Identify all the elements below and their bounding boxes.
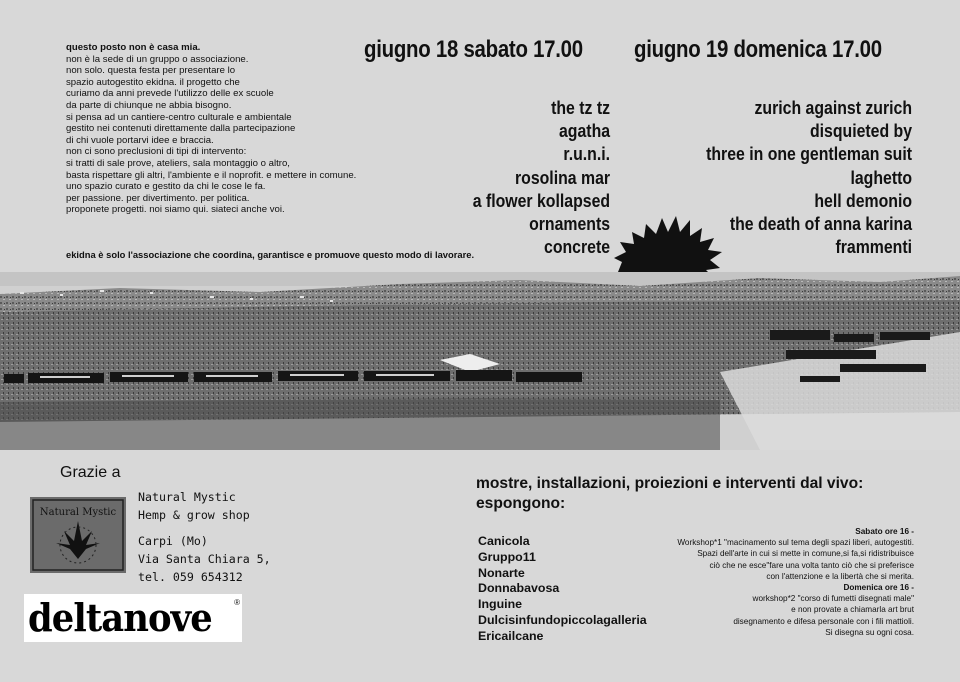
sponsor-city: Carpi (Mo) [138,534,208,548]
workshop-line: Spazi dell'arte in cui si mette in comune,si fa,si ridistribuisce [697,549,914,559]
exhibitions-subtitle: espongono: [476,495,566,512]
workshop-line: disegnamento e difesa personale con i fili mattioli. [733,616,914,626]
intro-line: si pensa ad un cantiere-centro culturale e ambientale [66,111,292,123]
intro-line: gestito nei contenuti direttamente dalla partecipazione [66,123,296,135]
band-name: the death of anna karina [729,214,912,235]
intro-line: questo posto non è casa mia. [66,42,201,53]
band-name: three in one gentleman suit [706,144,912,165]
band-name: concrete [543,237,610,258]
band-name: agatha [558,121,610,142]
band-name: ornaments [529,214,610,235]
workshop-line: Workshop*1 "macinamento sul tema degli spazi liberi, autogestiti. [677,538,914,548]
intro-line: curiamo da anni prevede l'utilizzo delle ex scuole [66,88,274,100]
registered-mark: ® [234,598,240,607]
landscape-train-photo [0,272,960,450]
band-name: the tz tz [551,98,610,118]
intro-line: si tratti di sale prove, ateliers, sala montaggio o altro, [66,157,290,169]
workshop-day-heading: Sabato ore 16 - [855,527,914,536]
spiky-creature-icon [614,212,724,274]
intro-line: uno spazio curato e gestito da chi le cose le fa. [66,181,266,193]
exhibitor: Ericailcane [478,628,544,643]
intro-text [66,42,366,216]
intro-line: spazio autogestito ekidna. il progetto che [66,76,240,88]
sponsor-name: Natural Mystic [138,490,236,504]
sponsor-type: Hemp & grow shop [138,508,250,522]
workshop-info [677,526,914,638]
workshop-line: ciò che ne esce"fare una volta tanto ciò che si preferisce [709,560,914,570]
deltanove-logo [24,594,242,642]
intro-line: basta rispettare gli altri, l'ambiente e il noprofit. e mettere in comune. [66,169,357,181]
workshop-line: e non provate a chiamarla art brut [791,605,914,615]
intro-line: proponete progetti. noi siamo qui. siateci anche voi. [66,204,285,216]
intro-line: non ci sono preclusioni di tipi di intervento: [66,146,247,158]
band-name: zurich against zurich [754,98,912,118]
ekidna-statement: ekidna è solo l'associazione che coordina, garantisce e promuove questo modo di lavorare. [66,249,475,260]
band-name: frammenti [835,237,912,258]
deltanove-wordmark: deltanove [28,595,212,640]
intro-line: non solo. questa festa per presentare lo [66,65,236,77]
exhibitor: Inguine [478,597,523,612]
workshop-day-heading: Domenica ore 16 - [843,583,914,593]
intro-line: non è la sede di un gruppo o associazione. [66,53,249,65]
workshop-line: workshop*2 "corso di fumetti disegnati male" [752,594,914,604]
intro-line: per passione. per divertimento. per politica. [66,192,250,204]
sponsor-info [138,488,271,586]
exhibitions-heading [476,474,863,514]
exhibitor: Canicola [478,534,530,548]
exhibitor: Nonarte [478,565,525,580]
band-name: rosolina mar [514,167,610,188]
workshop-line: Si disegna su ogni cosa. [825,627,914,637]
exhibitor: Gruppo11 [478,549,536,564]
workshop-line: con l'attenzione e la libertà che si merita. [766,571,914,581]
band-name: r.u.n.i. [563,144,610,165]
exhibitor-list [478,534,647,645]
day1-lineup [454,97,610,259]
intro-line: di chi vuole portarvi idee e braccia. [66,134,214,146]
band-name: a flower kollapsed [472,190,610,211]
exhibitor: Dulcisinfundopiccolagalleria [478,612,647,627]
day2-date: giugno 19 domenica 17.00 [634,36,882,63]
sponsor-phone: tel. 059 654312 [138,570,243,584]
thanks-title: Grazie a [60,464,121,481]
sponsor-address: Via Santa Chiara 5, [138,552,271,566]
band-name: laghetto [850,167,912,188]
logo-text: Natural Mystic [39,507,117,518]
natural-mystic-logo [30,497,126,573]
exhibitions-title: mostre, installazioni, proiezioni e interventi dal vivo: [476,475,864,492]
band-name: disquieted by [809,121,912,142]
intro-line: da parte di chiunque ne abbia bisogno. [66,99,232,111]
band-name: hell demonio [814,190,912,211]
exhibitor: Donnabavosa [478,581,560,596]
day1-date: giugno 18 sabato 17.00 [364,36,583,63]
